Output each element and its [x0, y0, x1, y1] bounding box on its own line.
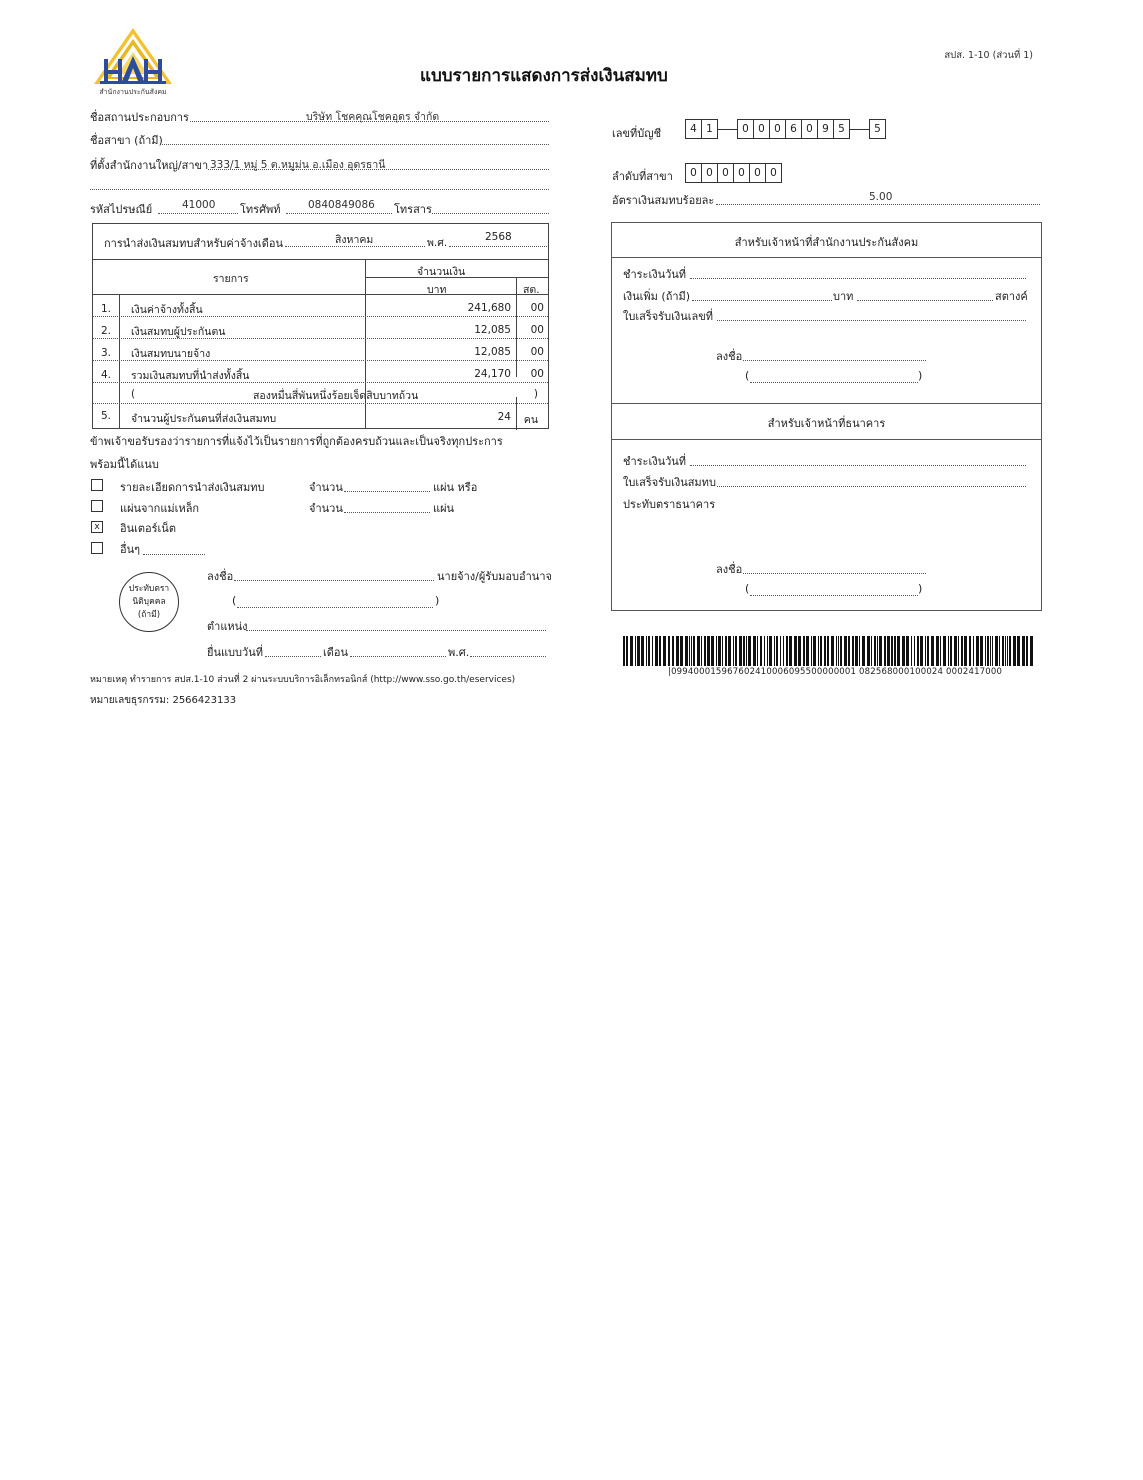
extra-baht-field[interactable] [692, 287, 832, 301]
certification-statement: ข้าพเจ้าขอรับรองว่ารายการที่แจ้งไว้เป็นรายการที่ถูกต้องครบถ้วนและเป็นจริงทุกประการ [90, 435, 503, 448]
barcode-bar [1022, 636, 1025, 666]
account-digit: 4 [685, 119, 702, 139]
barcode-bar [794, 636, 797, 666]
barcode-bar [897, 636, 900, 666]
postal-code-value: 41000 [182, 199, 216, 211]
row-divider [93, 403, 548, 404]
barcode-bar [1002, 636, 1004, 666]
transaction-number: หมายเลขธุรกรรม: 2566423133 [90, 695, 237, 706]
barcode-bar [704, 636, 706, 666]
barcode-bar [871, 636, 872, 666]
rate-label: อัตราเงินสมทบร้อยละ [612, 194, 715, 207]
barcode-bar [995, 636, 998, 666]
quantity-label: จำนวน [309, 481, 343, 494]
unit-label: แผ่น หรือ [433, 481, 478, 494]
filed-date-label: ยื่นแบบวันที่ [207, 646, 263, 659]
row-number: 4. [101, 369, 112, 381]
barcode-bar [862, 636, 865, 666]
row-satang: 00 [530, 302, 544, 314]
barcode-bar [783, 636, 784, 666]
sso-receipt-field[interactable] [717, 307, 1026, 321]
barcode-bar [920, 636, 923, 666]
row-number: 3. [101, 347, 112, 359]
rate-value: 5.00 [869, 191, 893, 203]
barcode-bar [987, 636, 989, 666]
barcode-bar [769, 636, 772, 666]
barcode-bar [911, 636, 912, 666]
account-digit: 0 [753, 119, 770, 139]
barcode-bar [813, 636, 816, 666]
page-title: แบบรายการแสดงการส่งเงินสมทบ [420, 66, 668, 86]
barcode-bar [891, 636, 893, 666]
col-satang-header: สต. [523, 284, 540, 296]
phone-label: โทรศัพท์ [240, 203, 281, 216]
paren-open: ( [745, 369, 750, 382]
barcode-bar [637, 636, 640, 666]
barcode-text: |099400015967602410006095500000001 082568000100024 0002417000 [668, 667, 1003, 677]
row-baht: 12,085 [474, 346, 511, 358]
barcode-bar [1007, 636, 1008, 666]
barcode-bar [641, 636, 644, 666]
barcode-bar [838, 636, 839, 666]
barcode-bar [652, 636, 653, 666]
corporate-stamp-circle [119, 572, 179, 632]
extra-charge-label: เงินเพิ่ม (ถ้ามี) [623, 290, 691, 303]
barcode-bar [985, 636, 986, 666]
row-number: 5. [101, 410, 112, 422]
bank-officer-heading: สำหรับเจ้าหน้าที่ธนาคาร [767, 417, 886, 430]
bank-paid-date-field[interactable] [690, 452, 1026, 466]
barcode-bar [635, 636, 636, 666]
attachment-label: แผ่นจากแม่เหล็ก [120, 502, 200, 515]
logo-caption: สำนักงานประกันสังคม [99, 88, 167, 96]
extra-satang-field[interactable] [857, 287, 993, 301]
barcode-bar [925, 636, 926, 666]
barcode-bar [831, 636, 834, 666]
bank-receipt-field[interactable] [717, 473, 1026, 487]
barcode-bar [733, 636, 734, 666]
account-number-boxes [686, 119, 886, 139]
branch-seq-digit: 0 [701, 163, 718, 183]
barcode-bar [867, 636, 870, 666]
barcode-bar [927, 636, 929, 666]
barcode-bar [711, 636, 714, 666]
sso-officer-heading: สำหรับเจ้าหน้าที่สำนักงานประกันสังคม [734, 236, 919, 249]
barcode-bar [789, 636, 792, 666]
barcode-bar [1030, 636, 1033, 666]
paren-open: ( [131, 388, 136, 400]
barcode-bar [844, 636, 847, 666]
divider [612, 403, 1041, 404]
barcode-bar [964, 636, 967, 666]
barcode-bar [827, 636, 829, 666]
barcode-bar [753, 636, 756, 666]
year-label: พ.ศ. [427, 237, 448, 249]
checkbox-checked[interactable]: x [91, 521, 103, 533]
barcode-bar [1009, 636, 1011, 666]
officer-panel [611, 222, 1042, 611]
barcode-bar [859, 636, 860, 666]
branch-seq-digit: 0 [685, 163, 702, 183]
branch-name-label: ชื่อสาขา (ถ้ามี) [90, 134, 163, 147]
barcode-bar [739, 636, 742, 666]
attachment-label: อื่นๆ [120, 543, 141, 556]
row-label: จำนวนผู้ประกันตนที่ส่งเงินสมทบ [131, 413, 277, 425]
account-digit: 0 [737, 119, 754, 139]
barcode-bar [767, 636, 768, 666]
barcode-bar [936, 636, 939, 666]
barcode-bar [961, 636, 963, 666]
divider [612, 439, 1041, 440]
col-item-header: รายการ [213, 273, 249, 285]
barcode-bar [999, 636, 1000, 666]
period-label: การนำส่งเงินสมทบสำหรับค่าจ้างเดือน [104, 237, 283, 250]
sso-sign-field[interactable] [743, 347, 926, 361]
divider [119, 294, 120, 428]
barcode-bar [707, 636, 710, 666]
row-number: 2. [101, 325, 112, 337]
branch-seq-digit: 0 [717, 163, 734, 183]
sso-sign-label: ลงชื่อ [716, 350, 743, 363]
insured-count: 24 [497, 411, 511, 423]
filed-year-field[interactable] [470, 643, 546, 657]
account-digit: 5 [833, 119, 850, 139]
barcode-bar [806, 636, 809, 666]
form-code: สปส. 1-10 (ส่วนที่ 1) [944, 50, 1033, 61]
sso-paid-date-field[interactable] [690, 265, 1026, 279]
branch-seq-label: ลำดับที่สาขา [612, 170, 673, 183]
barcode-bar [840, 636, 842, 666]
signature-label: ลงชื่อ [207, 570, 234, 583]
barcode-bar [676, 636, 679, 666]
col-baht-header: บาท [427, 284, 447, 296]
branch-name-field[interactable] [162, 131, 549, 145]
bank-signer-name-field[interactable] [750, 582, 918, 596]
stamp-text: นิติบุคคล [132, 596, 166, 607]
account-digit: 6 [785, 119, 802, 139]
barcode-bar [716, 636, 717, 666]
year-field[interactable] [449, 246, 547, 247]
barcode-bar [776, 636, 778, 666]
barcode-bar [760, 636, 762, 666]
sso-signer-name-field[interactable] [750, 369, 918, 383]
barcode-bar [780, 636, 781, 666]
row-satang: 00 [530, 368, 544, 380]
month-value: สิงหาคม [335, 234, 374, 246]
row-divider [93, 382, 548, 383]
employer-name-value: บริษัท โชคคุณโชคอุดร จำกัด [306, 111, 440, 123]
barcode-bar [764, 636, 765, 666]
barcode-bar [1005, 636, 1006, 666]
barcode-bar [743, 636, 745, 666]
bank-receipt-label: ใบเสร็จรับเงินสมทบ [623, 476, 716, 489]
col-amount-header: จำนวนเงิน [417, 266, 466, 278]
row-divider [93, 360, 548, 361]
phone-value: 0840849086 [308, 199, 375, 211]
postal-code-label: รหัสไปรษณีย์ [90, 203, 153, 216]
filed-year-label: พ.ศ. [448, 646, 470, 659]
barcode-bar [630, 636, 633, 666]
bank-stamp-label: ประทับตราธนาคาร [623, 498, 716, 511]
barcode-bar [948, 636, 949, 666]
footer-note: หมายเหตุ ทำรายการ สปส.1-10 ส่วนที่ 2 ผ่านระบบบริการอิเล็กทรอนิกส์ (http://www.sso.go.th/eservices) [90, 675, 516, 685]
paren-close: ) [918, 369, 923, 382]
barcode-bar [691, 636, 692, 666]
insured-unit: คน [523, 414, 538, 426]
sso-paid-date-label: ชำระเงินวันที่ [623, 268, 687, 281]
stamp-text: ประทับตรา [128, 583, 170, 594]
barcode-bar [623, 636, 625, 666]
paren-open: ( [232, 594, 237, 607]
barcode-bar [725, 636, 727, 666]
baht-label: บาท [833, 290, 854, 303]
address-label: ที่ตั้งสำนักงานใหญ่/สาขา [90, 159, 209, 172]
row-label: เงินสมทบนายจ้าง [131, 348, 211, 360]
filed-day-field[interactable] [265, 643, 321, 657]
attached-label: พร้อมนี้ได้แนบ [90, 458, 159, 471]
barcode-bar [811, 636, 812, 666]
quantity-field[interactable] [344, 478, 430, 492]
amount-in-words: สองหมื่นสี่พันหนึ่งร้อยเจ็ดสิบบาทถ้วน [253, 390, 419, 402]
barcode-bar [663, 636, 666, 666]
row-baht: 12,085 [474, 324, 511, 336]
row-number: 1. [101, 303, 112, 315]
barcode-bar [887, 636, 890, 666]
barcode-bar [648, 636, 650, 666]
account-digit: 0 [769, 119, 786, 139]
divider [93, 259, 548, 260]
signer-name-field[interactable] [237, 594, 433, 608]
account-digit: 5 [869, 119, 886, 139]
barcode-bar [680, 636, 683, 666]
divider [93, 294, 548, 295]
account-number-label: เลขที่บัญชี [612, 127, 662, 140]
fax-label: โทรสาร [394, 203, 432, 216]
divider [516, 277, 517, 377]
filed-month-field[interactable] [350, 643, 446, 657]
row-divider [93, 338, 548, 339]
barcode [623, 636, 1034, 666]
barcode-bar [852, 636, 854, 666]
barcode-bar [748, 636, 751, 666]
unit-label: แผ่น [433, 502, 455, 515]
barcode-bar [950, 636, 952, 666]
row-satang: 00 [530, 324, 544, 336]
row-divider [93, 316, 548, 317]
employer-name-label: ชื่อสถานประกอบการ [90, 111, 189, 124]
barcode-bar [626, 636, 628, 666]
row-label: เงินค่าจ้างทั้งสิ้น [131, 304, 203, 316]
row-label: เงินสมทบผู้ประกันตน [131, 326, 226, 338]
barcode-bar [818, 636, 819, 666]
barcode-bar [990, 636, 991, 666]
separator-dash [850, 129, 870, 130]
account-digit: 1 [701, 119, 718, 139]
barcode-bar [969, 636, 971, 666]
barcode-bar [906, 636, 909, 666]
address-field-line2[interactable] [90, 176, 549, 190]
barcode-bar [973, 636, 974, 666]
barcode-bar [848, 636, 850, 666]
checkbox[interactable] [91, 479, 103, 491]
bank-sign-label: ลงชื่อ [716, 563, 743, 576]
barcode-bar [718, 636, 721, 666]
bank-sign-field[interactable] [743, 560, 926, 574]
barcode-bar [884, 636, 886, 666]
barcode-bar [774, 636, 775, 666]
account-digit: 0 [801, 119, 818, 139]
barcode-bar [902, 636, 905, 666]
barcode-bar [1017, 636, 1020, 666]
fax-field[interactable] [432, 200, 549, 214]
attachment-label: อินเตอร์เน็ต [120, 522, 176, 535]
signer-role: นายจ้าง/ผู้รับมอบอำนาจ [437, 570, 552, 583]
barcode-bar [689, 636, 690, 666]
barcode-bar [931, 636, 934, 666]
barcode-bar [722, 636, 723, 666]
barcode-bar [668, 636, 670, 666]
checkbox[interactable] [91, 500, 103, 512]
signature-field[interactable] [234, 567, 434, 581]
barcode-bar [1013, 636, 1016, 666]
barcode-bar [735, 636, 737, 666]
bank-paid-date-label: ชำระเงินวันที่ [623, 455, 687, 468]
quantity-label: จำนวน [309, 502, 343, 515]
paren-open: ( [745, 582, 750, 595]
barcode-bar [940, 636, 941, 666]
attachment-label: รายละเอียดการนำส่งเงินสมทบ [120, 481, 265, 494]
quantity-field[interactable] [344, 499, 430, 513]
barcode-bar [879, 636, 882, 666]
barcode-bar [659, 636, 661, 666]
satang-label: สตางค์ [995, 290, 1028, 303]
barcode-bar [1026, 636, 1028, 666]
account-digit: 9 [817, 119, 834, 139]
branch-seq-digit: 0 [765, 163, 782, 183]
barcode-bar [693, 636, 695, 666]
barcode-bar [655, 636, 658, 666]
stamp-text: (ถ้ามี) [137, 609, 161, 620]
divider [516, 397, 517, 430]
barcode-bar [646, 636, 647, 666]
barcode-bar [757, 636, 758, 666]
barcode-bar [701, 636, 702, 666]
paren-close: ) [533, 388, 538, 400]
branch-seq-boxes [686, 163, 782, 183]
barcode-bar [798, 636, 801, 666]
barcode-bar [976, 636, 979, 666]
checkbox[interactable] [91, 542, 103, 554]
separator-dash [718, 129, 738, 130]
barcode-bar [877, 636, 878, 666]
filed-month-label: เดือน [323, 646, 349, 659]
barcode-bar [992, 636, 993, 666]
barcode-bar [746, 636, 747, 666]
barcode-bar [820, 636, 822, 666]
barcode-bar [728, 636, 731, 666]
row-label: รวมเงินสมทบที่นำส่งทั้งสิ้น [131, 370, 250, 382]
barcode-bar [914, 636, 915, 666]
sso-logo-icon [92, 26, 174, 88]
contribution-table [92, 223, 549, 429]
row-baht: 24,170 [474, 368, 511, 380]
position-label: ตำแหน่ง [207, 620, 248, 633]
barcode-bar [917, 636, 919, 666]
row-satang: 00 [530, 346, 544, 358]
barcode-bar [954, 636, 957, 666]
position-field[interactable] [246, 617, 546, 631]
paren-close: ) [918, 582, 923, 595]
barcode-bar [803, 636, 805, 666]
barcode-bar [855, 636, 858, 666]
barcode-bar [958, 636, 959, 666]
row-baht: 241,680 [467, 302, 511, 314]
branch-seq-digit: 0 [749, 163, 766, 183]
paren-close: ) [435, 594, 440, 607]
branch-seq-digit: 0 [733, 163, 750, 183]
barcode-bar [824, 636, 826, 666]
barcode-bar [672, 636, 674, 666]
barcode-bar [685, 636, 688, 666]
barcode-bar [943, 636, 946, 666]
barcode-bar [980, 636, 983, 666]
barcode-bar [836, 636, 837, 666]
barcode-bar [786, 636, 788, 666]
other-field[interactable] [143, 541, 205, 555]
divider [612, 257, 1041, 258]
year-value: 2568 [485, 231, 512, 243]
address-value: 333/1 หมู่ 5 ต.หมูม่น อ.เมือง อุดรธานี [210, 159, 386, 171]
barcode-bar [697, 636, 700, 666]
sso-receipt-label: ใบเสร็จรับเงินเลขที่ [623, 310, 713, 323]
barcode-bar [874, 636, 876, 666]
barcode-bar [894, 636, 896, 666]
